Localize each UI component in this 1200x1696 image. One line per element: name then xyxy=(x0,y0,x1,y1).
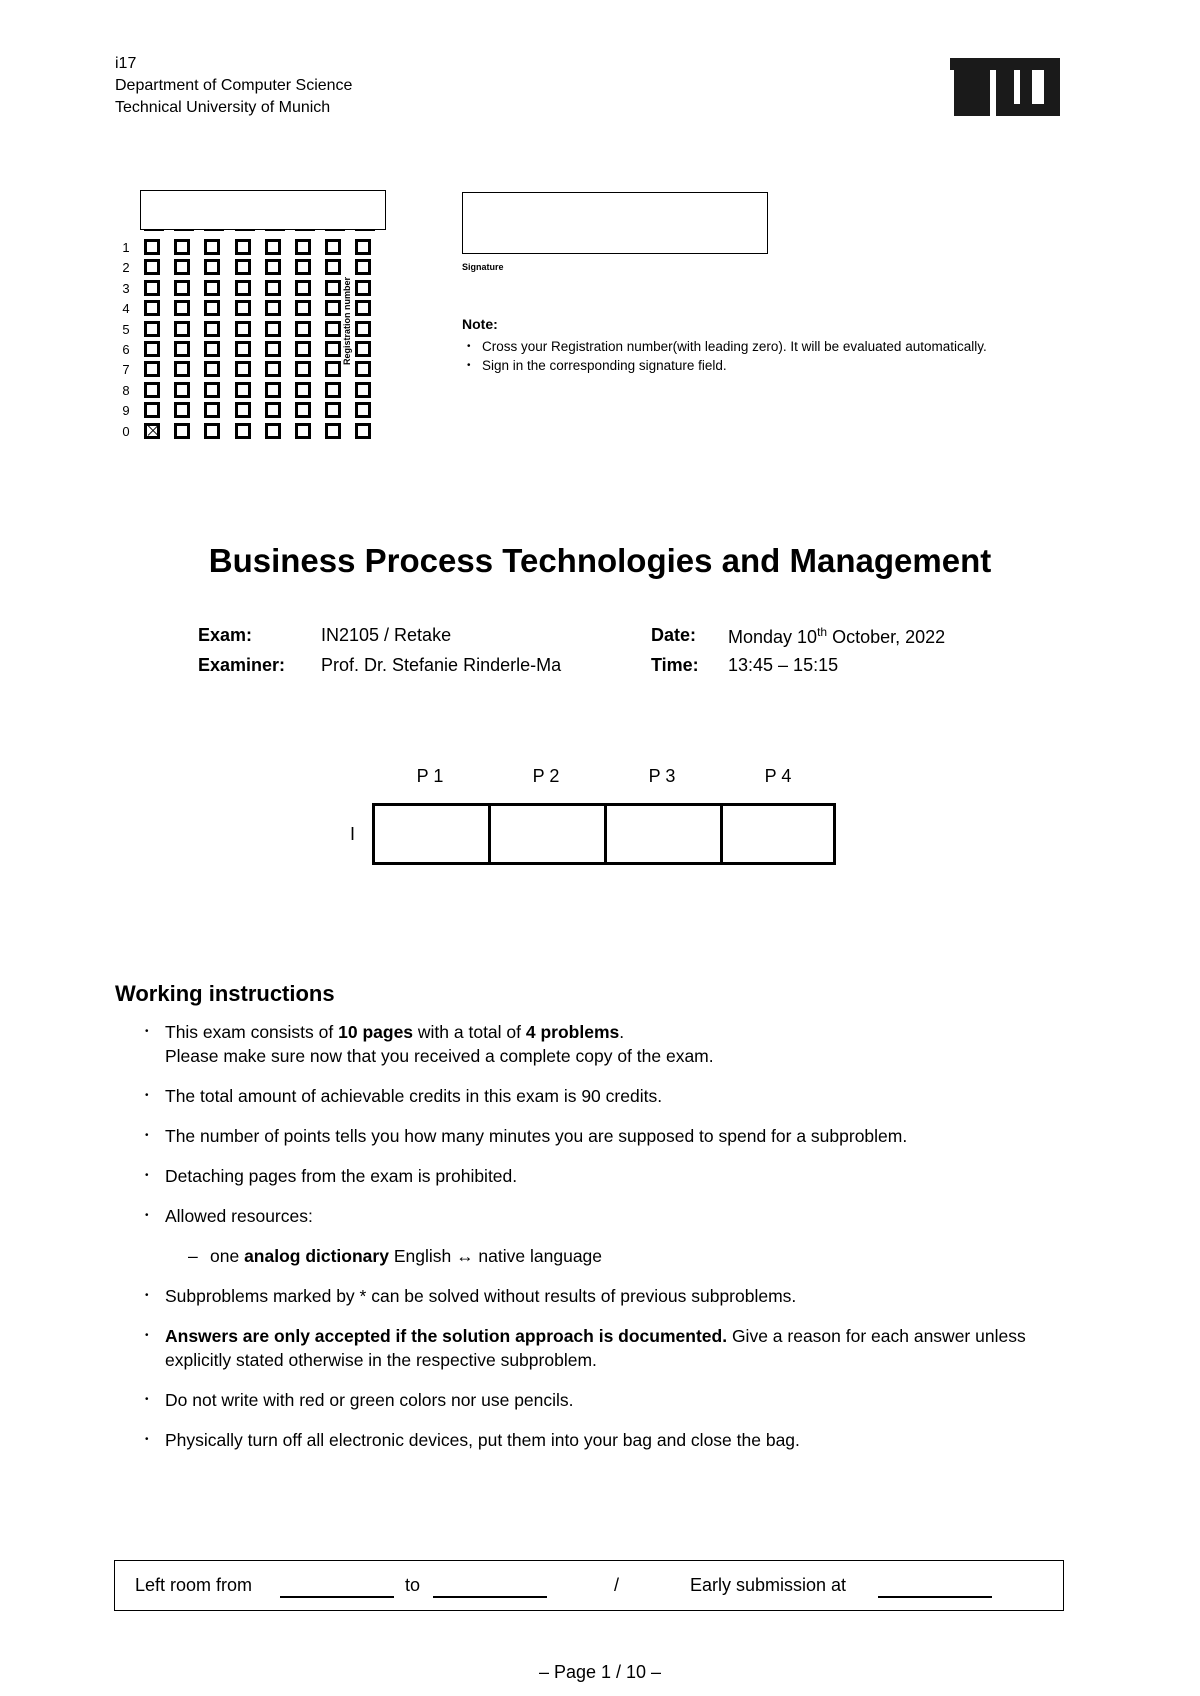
registration-dash xyxy=(144,229,164,231)
registration-checkbox[interactable] xyxy=(174,300,190,316)
instructions-list xyxy=(145,1020,1066,1468)
list-item: • This exam consists of 10 pages with a total of 4 problems. Please make sure now that you received a complete copy of the exam. xyxy=(145,1022,714,1066)
registration-checkbox[interactable] xyxy=(144,321,160,337)
registration-checkbox[interactable] xyxy=(295,341,311,357)
points-table xyxy=(372,803,836,865)
registration-checkbox[interactable] xyxy=(355,402,371,418)
list-item: • Answers are only accepted if the solution approach is documented. Give a reason for each answer unless explicitly stated otherwise in the respective subproblem. xyxy=(145,1326,1026,1370)
tum-logo xyxy=(950,58,1060,116)
date-label: Date: xyxy=(651,625,697,645)
registration-checkbox[interactable] xyxy=(144,361,160,377)
digit-label: 9 xyxy=(122,403,130,419)
date-value: Monday 10th October, 2022 xyxy=(728,625,946,647)
header-block xyxy=(115,53,352,119)
registration-checkbox[interactable] xyxy=(174,280,190,296)
registration-number-label: Registration number xyxy=(342,276,352,365)
registration-checkbox[interactable] xyxy=(144,402,160,418)
registration-checkbox[interactable] xyxy=(325,321,341,337)
points-row-label: I xyxy=(350,824,356,844)
university-name: Technical University of Munich xyxy=(115,99,331,116)
note-item: • Sign in the corresponding signature field. xyxy=(462,356,1182,375)
registration-number-box[interactable] xyxy=(140,190,386,230)
digit-label: 1 xyxy=(122,240,130,255)
digit-label: 5 xyxy=(122,321,130,337)
left-room-label: Left room from xyxy=(135,1575,253,1595)
registration-checkbox[interactable] xyxy=(265,382,281,398)
registration-checkbox[interactable] xyxy=(235,341,251,357)
department-name: Department of Computer Science xyxy=(115,77,353,94)
page-number: – Page 1 / 10 – xyxy=(538,1662,662,1682)
registration-checkbox[interactable] xyxy=(295,402,311,418)
registration-checkbox[interactable] xyxy=(325,239,341,255)
registration-dash xyxy=(235,229,255,231)
registration-checkbox[interactable] xyxy=(265,361,281,377)
room-leave-box xyxy=(114,1560,1064,1611)
registration-checkbox[interactable] xyxy=(295,280,311,296)
registration-checkbox[interactable] xyxy=(325,300,341,316)
registration-checkbox[interactable] xyxy=(204,402,220,418)
registration-checkbox[interactable] xyxy=(355,239,371,255)
registration-checkbox[interactable] xyxy=(325,280,341,296)
registration-checkbox[interactable] xyxy=(144,259,160,275)
registration-checkbox[interactable] xyxy=(355,423,371,439)
registration-checkbox[interactable] xyxy=(265,280,281,296)
working-instructions-title: Working instructions xyxy=(115,981,335,1006)
exam-title: Business Process Technologies and Management xyxy=(208,542,992,579)
left-room-field[interactable] xyxy=(280,1596,394,1598)
digit-label: 3 xyxy=(122,280,130,296)
registration-checkbox[interactable] xyxy=(295,423,311,439)
registration-dash xyxy=(355,229,375,231)
signature-field[interactable] xyxy=(462,192,768,254)
note-list xyxy=(462,337,1182,375)
registration-checkbox[interactable] xyxy=(144,300,160,316)
digit-label: 6 xyxy=(122,342,130,357)
early-submission-field[interactable] xyxy=(878,1596,992,1598)
registration-checkbox[interactable] xyxy=(235,300,251,316)
registration-checkbox[interactable] xyxy=(235,402,251,418)
registration-checkbox[interactable] xyxy=(295,300,311,316)
registration-checkbox[interactable] xyxy=(144,280,160,296)
list-item: • Detaching pages from the exam is prohibited. xyxy=(145,1166,518,1186)
registration-checkbox[interactable] xyxy=(265,300,281,316)
registration-checkbox[interactable] xyxy=(204,361,220,377)
chair-name: i17 xyxy=(115,55,137,72)
registration-checkbox[interactable] xyxy=(265,341,281,357)
registration-checkbox[interactable] xyxy=(204,341,220,357)
registration-checkbox[interactable] xyxy=(144,423,160,439)
registration-checkbox[interactable] xyxy=(295,321,311,337)
registration-checkbox[interactable] xyxy=(265,321,281,337)
registration-checkbox[interactable] xyxy=(355,300,371,316)
registration-checkbox[interactable] xyxy=(235,321,251,337)
registration-checkbox[interactable] xyxy=(174,239,190,255)
digit-label: 7 xyxy=(122,362,130,378)
registration-checkbox[interactable] xyxy=(174,259,190,275)
registration-checkbox[interactable] xyxy=(235,361,251,377)
registration-dash xyxy=(174,229,194,231)
registration-checkbox[interactable] xyxy=(204,321,220,337)
to-field[interactable] xyxy=(433,1596,547,1598)
registration-checkbox[interactable] xyxy=(325,259,341,275)
registration-checkbox[interactable] xyxy=(144,382,160,398)
registration-dash xyxy=(204,229,224,231)
list-item: • Do not write with red or green colors nor use pencils. xyxy=(145,1390,574,1410)
registration-checkbox[interactable] xyxy=(144,341,160,357)
registration-checkbox[interactable] xyxy=(204,423,220,439)
registration-checkbox[interactable] xyxy=(174,361,190,377)
note-item: • Cross your Registration number(with leading zero). It will be evaluated automatically. xyxy=(462,337,1182,356)
time-label: Time: xyxy=(651,655,699,675)
registration-checkbox[interactable] xyxy=(355,361,371,377)
registration-checkbox[interactable] xyxy=(235,259,251,275)
registration-checkbox[interactable] xyxy=(204,300,220,316)
registration-checkbox[interactable] xyxy=(325,361,341,377)
registration-checkbox[interactable] xyxy=(235,423,251,439)
registration-checkbox[interactable] xyxy=(235,382,251,398)
list-item: • The total amount of achievable credits in this exam is 90 credits. xyxy=(145,1086,663,1106)
registration-checkbox[interactable] xyxy=(174,382,190,398)
points-header-p1: P 1 xyxy=(416,766,444,786)
registration-checkbox[interactable] xyxy=(355,321,371,337)
registration-checkbox[interactable] xyxy=(204,259,220,275)
registration-checkbox[interactable] xyxy=(295,239,311,255)
slash-separator: / xyxy=(614,1575,620,1595)
registration-checkbox[interactable] xyxy=(235,280,251,296)
early-submission-label: Early submission at xyxy=(690,1575,847,1595)
registration-checkbox[interactable] xyxy=(325,341,341,357)
registration-checkbox[interactable] xyxy=(355,382,371,398)
list-item: • Physically turn off all electronic devices, put them into your bag and close the bag. xyxy=(145,1430,800,1450)
registration-checkbox[interactable] xyxy=(265,259,281,275)
list-item: • Subproblems marked by * can be solved without results of previous subproblems. xyxy=(145,1286,797,1306)
list-item: • Allowed resources: xyxy=(145,1206,313,1226)
digit-label: 4 xyxy=(122,301,130,317)
registration-checkbox[interactable] xyxy=(325,423,341,439)
registration-checkbox[interactable] xyxy=(174,402,190,418)
registration-checkbox[interactable] xyxy=(355,341,371,357)
time-value: 13:45 – 15:15 xyxy=(728,655,839,675)
points-header-p3: P 3 xyxy=(648,766,676,786)
registration-checkbox[interactable] xyxy=(174,321,190,337)
registration-checkbox[interactable] xyxy=(325,402,341,418)
registration-dash xyxy=(325,229,345,231)
registration-checkbox[interactable] xyxy=(235,239,251,255)
registration-checkbox[interactable] xyxy=(295,382,311,398)
points-header-p2: P 2 xyxy=(532,766,560,786)
sub-list-item: – one analog dictionary English ↔ native language xyxy=(188,1246,603,1266)
registration-checkbox[interactable] xyxy=(265,402,281,418)
registration-checkbox[interactable] xyxy=(295,259,311,275)
registration-checkbox[interactable] xyxy=(204,382,220,398)
registration-checkbox[interactable] xyxy=(295,361,311,377)
examiner-label: Examiner: xyxy=(198,655,286,675)
digit-label: 2 xyxy=(122,260,130,276)
to-label: to xyxy=(405,1575,421,1595)
registration-dash xyxy=(265,229,285,231)
registration-checkbox[interactable] xyxy=(174,341,190,357)
note-title: Note: xyxy=(462,316,498,332)
exam-label: Exam: xyxy=(198,625,253,645)
registration-checkbox[interactable] xyxy=(174,423,190,439)
digit-label: 8 xyxy=(122,382,130,398)
list-item: • The number of points tells you how many minutes you are supposed to spend for a subproblem. xyxy=(145,1126,908,1146)
registration-checkbox[interactable] xyxy=(355,280,371,296)
registration-dash xyxy=(295,229,315,231)
registration-checkbox[interactable] xyxy=(265,423,281,439)
registration-checkbox[interactable] xyxy=(204,280,220,296)
digit-label: 0 xyxy=(122,423,130,439)
exam-value: IN2105 / Retake xyxy=(321,625,452,645)
points-header-p4: P 4 xyxy=(764,766,792,786)
registration-checkbox[interactable] xyxy=(325,382,341,398)
registration-checkbox[interactable] xyxy=(265,239,281,255)
examiner-value: Prof. Dr. Stefanie Rinderle-Ma xyxy=(321,655,562,675)
registration-checkbox[interactable] xyxy=(204,239,220,255)
registration-checkbox[interactable] xyxy=(355,259,371,275)
registration-checkbox[interactable] xyxy=(144,239,160,255)
signature-label: Signature xyxy=(462,262,504,272)
